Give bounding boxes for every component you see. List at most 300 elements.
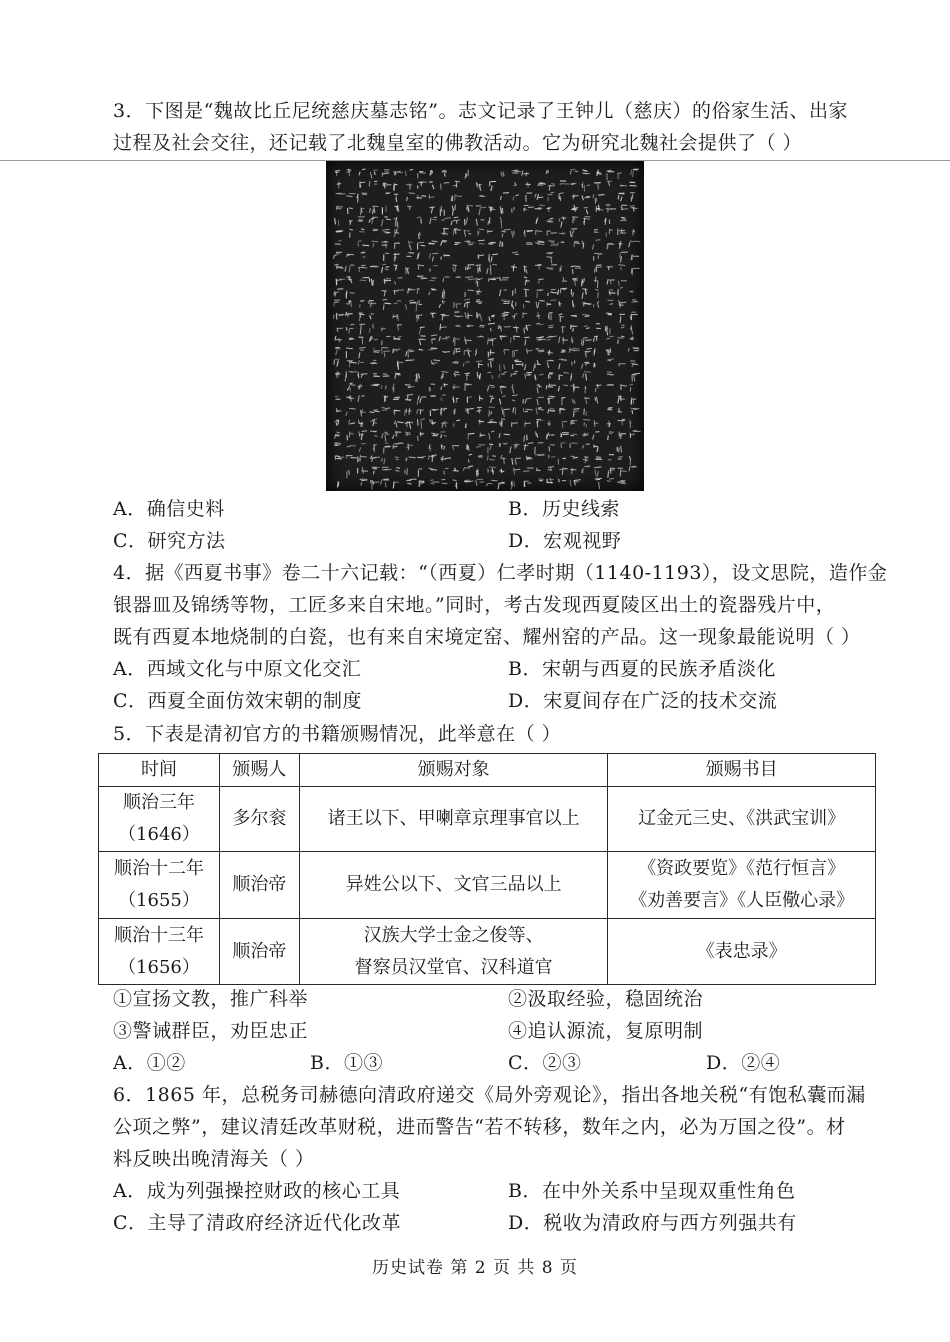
rubbing-glyph xyxy=(535,241,544,245)
rubbing-glyph xyxy=(572,337,573,344)
rubbing-glyph-grid xyxy=(326,161,644,491)
rubbing-glyph xyxy=(538,479,543,481)
rubbing-glyph xyxy=(441,371,448,379)
rubbing-glyph xyxy=(546,170,548,174)
rubbing-glyph xyxy=(631,300,638,302)
rubbing-glyph xyxy=(629,466,637,471)
rubbing-glyph xyxy=(522,171,529,177)
rubbing-glyph xyxy=(466,444,469,451)
rubbing-glyph xyxy=(405,422,413,429)
rubbing-glyph xyxy=(476,278,483,287)
rubbing-glyph xyxy=(490,182,496,192)
rubbing-glyph xyxy=(439,336,450,341)
rubbing-glyph xyxy=(358,467,368,473)
rubbing-glyph xyxy=(499,336,507,340)
rubbing-glyph xyxy=(479,395,483,400)
header-books: 颁赐书目 xyxy=(608,754,876,787)
rubbing-glyph xyxy=(606,326,610,336)
rubbing-glyph xyxy=(442,352,450,353)
rubbing-glyph xyxy=(452,446,459,450)
rubbing-glyph xyxy=(394,205,398,212)
rubbing-glyph xyxy=(584,398,590,404)
rubbing-glyph xyxy=(524,266,528,274)
rubbing-glyph xyxy=(582,288,587,299)
rubbing-glyph xyxy=(476,182,481,190)
rubbing-glyph xyxy=(546,300,556,307)
rubbing-glyph xyxy=(571,289,573,297)
rubbing-glyph xyxy=(465,312,473,319)
rubbing-glyph xyxy=(570,229,577,238)
q4-stem-line1: 4．据《西夏书事》卷二十六记载：“（西夏）仁孝时期（1140-1193），设文思院，造作金 xyxy=(113,562,888,584)
rubbing-glyph xyxy=(455,325,460,326)
rubbing-glyph xyxy=(536,419,543,427)
rubbing-glyph xyxy=(394,171,403,175)
rubbing-glyph xyxy=(594,348,595,355)
rubbing-glyph xyxy=(607,279,615,284)
rubbing-glyph xyxy=(488,323,495,331)
rubbing-glyph xyxy=(632,268,640,275)
rubbing-glyph xyxy=(523,468,533,471)
rubbing-glyph xyxy=(628,348,639,352)
rubbing-glyph xyxy=(538,279,543,283)
rubbing-glyph xyxy=(523,398,531,403)
rubbing-glyph xyxy=(619,363,625,366)
rubbing-glyph xyxy=(560,265,561,272)
rubbing-glyph xyxy=(525,182,530,187)
q5-option-b: B．①③ xyxy=(310,1052,383,1074)
rubbing-glyph xyxy=(431,396,436,397)
rubbing-glyph xyxy=(393,432,402,439)
rubbing-glyph xyxy=(346,169,351,176)
rubbing-glyph xyxy=(349,220,352,225)
rubbing-glyph xyxy=(454,372,460,377)
rubbing-glyph xyxy=(617,420,625,425)
rubbing-glyph xyxy=(453,181,460,187)
rubbing-glyph xyxy=(394,253,400,262)
rubbing-glyph xyxy=(487,372,493,379)
rubbing-glyph xyxy=(500,206,503,214)
rubbing-glyph xyxy=(523,443,533,450)
rubbing-glyph xyxy=(500,419,505,427)
rubbing-glyph xyxy=(454,408,455,414)
rubbing-glyph xyxy=(571,315,577,316)
rubbing-glyph xyxy=(559,479,566,482)
rubbing-glyph xyxy=(595,384,601,392)
rubbing-glyph xyxy=(382,299,391,310)
rubbing-glyph xyxy=(381,479,390,487)
q5-item-4: ④追认源流，复原明制 xyxy=(508,1020,704,1042)
cell-giver: 多尔衮 xyxy=(219,787,299,852)
rubbing-glyph xyxy=(524,325,531,334)
rubbing-glyph xyxy=(335,218,339,226)
rubbing-glyph xyxy=(360,301,365,308)
rubbing-glyph xyxy=(384,253,389,261)
rubbing-glyph xyxy=(370,206,379,214)
q5-option-c: C．②③ xyxy=(508,1052,582,1074)
rubbing-glyph xyxy=(467,397,471,403)
header-time: 时间 xyxy=(99,754,220,787)
rubbing-glyph xyxy=(618,336,625,344)
rubbing-glyph xyxy=(570,169,578,174)
rubbing-glyph xyxy=(547,467,553,471)
rubbing-glyph xyxy=(573,409,580,417)
rubbing-glyph xyxy=(370,431,378,437)
rubbing-glyph xyxy=(501,407,509,417)
rubbing-glyph xyxy=(499,396,506,404)
rubbing-glyph xyxy=(407,206,412,210)
rubbing-glyph xyxy=(346,348,353,358)
rubbing-glyph xyxy=(335,371,340,378)
rubbing-glyph xyxy=(464,373,470,381)
rubbing-glyph xyxy=(349,338,354,340)
rubbing-glyph xyxy=(359,313,365,322)
rubbing-glyph xyxy=(429,419,436,424)
rubbing-glyph xyxy=(501,300,510,304)
rubbing-glyph xyxy=(345,265,354,272)
rubbing-glyph xyxy=(384,443,391,453)
rubbing-glyph xyxy=(546,218,553,222)
q3-option-d: D．宏观视野 xyxy=(508,530,622,552)
rubbing-glyph xyxy=(454,302,461,308)
rubbing-glyph xyxy=(370,324,374,333)
rubbing-glyph xyxy=(429,182,434,189)
q6-option-c: C．主导了清政府经济近代化改革 xyxy=(113,1212,402,1234)
rubbing-glyph xyxy=(467,325,474,326)
rubbing-glyph xyxy=(476,468,478,476)
rubbing-glyph xyxy=(607,359,613,361)
rubbing-glyph xyxy=(572,360,575,365)
rubbing-glyph xyxy=(347,361,357,368)
rubbing-glyph xyxy=(370,314,374,320)
rubbing-glyph xyxy=(630,193,634,202)
rubbing-glyph xyxy=(476,219,484,226)
q4-option-a: A．西域文化与中原文化交汇 xyxy=(113,658,362,680)
rubbing-glyph xyxy=(501,455,506,464)
rubbing-glyph xyxy=(594,276,598,288)
rubbing-glyph xyxy=(406,184,412,190)
rubbing-glyph xyxy=(582,444,589,448)
rubbing-glyph xyxy=(523,408,532,412)
rubbing-glyph xyxy=(440,432,446,438)
rubbing-glyph xyxy=(523,301,530,308)
rubbing-glyph xyxy=(430,170,433,175)
rubbing-glyph xyxy=(441,479,447,483)
cell-giver: 顺治帝 xyxy=(219,852,299,919)
rubbing-glyph xyxy=(478,419,484,424)
rubbing-glyph xyxy=(499,289,507,296)
rubbing-glyph xyxy=(594,229,599,232)
rubbing-glyph xyxy=(346,194,355,197)
rubbing-glyph xyxy=(358,395,365,402)
rubbing-glyph xyxy=(510,336,520,343)
rubbing-glyph xyxy=(559,408,566,414)
rubbing-glyph xyxy=(476,479,484,486)
rubbing-glyph xyxy=(394,229,399,237)
rubbing-glyph xyxy=(333,313,344,320)
rubbing-glyph xyxy=(510,444,520,453)
rubbing-glyph xyxy=(535,454,545,455)
rubbing-glyph xyxy=(582,241,584,249)
rubbing-glyph xyxy=(488,407,494,416)
rubbing-glyph xyxy=(358,337,363,344)
rubbing-glyph xyxy=(440,324,447,330)
rubbing-glyph xyxy=(359,431,367,440)
rubbing-glyph xyxy=(537,467,541,471)
rubbing-glyph xyxy=(393,384,394,393)
rubbing-glyph xyxy=(359,169,365,175)
rubbing-glyph xyxy=(488,207,495,212)
rubbing-glyph xyxy=(441,241,447,246)
rubbing-glyph xyxy=(441,408,447,416)
rubbing-glyph xyxy=(489,396,494,403)
rubbing-glyph xyxy=(345,371,357,381)
rubbing-glyph xyxy=(359,229,364,232)
rubbing-glyph xyxy=(619,314,625,323)
rubbing-glyph xyxy=(372,241,378,247)
q6-stem-line1: 6．1865 年，总税务司赫德向清政府递交《局外旁观论》，指出各地关税“有饱私囊而漏 xyxy=(113,1084,866,1106)
rubbing-glyph xyxy=(609,289,616,295)
rubbing-glyph xyxy=(569,348,579,353)
rubbing-glyph xyxy=(629,336,633,340)
rubbing-glyph xyxy=(607,243,615,249)
rubbing-glyph xyxy=(561,433,569,438)
rubbing-glyph xyxy=(429,253,438,261)
rubbing-glyph xyxy=(347,383,355,391)
rubbing-glyph xyxy=(454,349,461,355)
rubbing-glyph xyxy=(336,193,346,194)
rubbing-glyph xyxy=(594,467,602,477)
rubbing-glyph xyxy=(618,396,625,404)
rubbing-glyph xyxy=(524,230,533,237)
cell-time: 顺治十二年 （1655） xyxy=(99,852,220,919)
rubbing-glyph xyxy=(370,266,379,267)
rubbing-glyph xyxy=(618,229,626,235)
q5-item-3: ③警诫群臣，劝臣忠正 xyxy=(113,1020,309,1042)
rubbing-glyph xyxy=(630,420,631,428)
rubbing-glyph xyxy=(512,231,514,238)
rubbing-glyph xyxy=(455,277,460,278)
rubbing-glyph xyxy=(333,252,342,259)
rubbing-glyph xyxy=(441,444,445,449)
rubbing-glyph xyxy=(498,482,505,489)
rubbing-glyph xyxy=(358,265,367,272)
rubbing-glyph xyxy=(582,466,590,474)
rubbing-glyph xyxy=(373,374,380,377)
rubbing-glyph xyxy=(536,431,538,437)
rubbing-glyph xyxy=(386,193,391,194)
rubbing-glyph xyxy=(594,363,595,368)
rubbing-glyph xyxy=(533,360,540,371)
rubbing-glyph xyxy=(419,327,424,334)
rubbing-glyph xyxy=(417,252,419,259)
rubbing-glyph xyxy=(346,408,355,416)
rubbing-glyph xyxy=(631,397,636,404)
rubbing-glyph xyxy=(416,300,422,311)
rubbing-glyph xyxy=(488,278,499,281)
rubbing-glyph xyxy=(489,431,494,439)
rubbing-glyph xyxy=(513,468,520,475)
rubbing-glyph xyxy=(360,208,364,216)
rubbing-glyph xyxy=(406,267,410,274)
rubbing-glyph xyxy=(382,206,386,215)
rubbing-glyph xyxy=(571,373,572,380)
rubbing-glyph xyxy=(453,396,459,403)
rubbing-glyph xyxy=(593,194,605,204)
rubbing-glyph xyxy=(334,420,339,426)
rubbing-glyph xyxy=(511,301,515,309)
rubbing-glyph xyxy=(336,205,343,210)
rubbing-glyph xyxy=(430,266,438,272)
rubbing-glyph xyxy=(535,443,544,454)
rubbing-glyph xyxy=(621,325,625,328)
rubbing-glyph xyxy=(346,455,356,458)
rubbing-glyph xyxy=(617,446,622,453)
rubbing-glyph xyxy=(406,253,414,257)
q6-stem-line2: 公项之弊”，建议清廷改革财税，进而警告“若不转移，数年之内，必为万国之役”。材 xyxy=(113,1116,846,1138)
rubbing-glyph xyxy=(595,478,602,488)
rubbing-glyph xyxy=(537,183,546,186)
rubbing-glyph xyxy=(334,432,339,439)
rubbing-glyph xyxy=(335,336,342,343)
rubbing-glyph xyxy=(359,443,365,451)
rubbing-glyph xyxy=(441,170,447,176)
rubbing-glyph xyxy=(630,361,638,367)
rubbing-glyph xyxy=(360,479,368,486)
rubbing-glyph xyxy=(526,348,533,354)
rubbing-glyph xyxy=(369,181,377,187)
rubbing-glyph xyxy=(572,195,579,200)
q3-option-c: C．研究方法 xyxy=(113,530,226,552)
rubbing-glyph xyxy=(335,240,342,244)
rubbing-glyph xyxy=(395,373,401,378)
rubbing-glyph xyxy=(442,289,444,299)
rubbing-glyph xyxy=(608,455,614,461)
rubbing-glyph xyxy=(468,433,475,439)
rubbing-glyph xyxy=(523,363,526,370)
rubbing-glyph xyxy=(500,277,509,281)
table-header-row xyxy=(99,754,876,787)
rubbing-glyph xyxy=(630,312,637,320)
rubbing-glyph xyxy=(440,456,451,462)
rubbing-glyph xyxy=(369,217,378,223)
rubbing-glyph xyxy=(429,278,436,281)
rubbing-glyph xyxy=(465,290,474,297)
rubbing-glyph xyxy=(371,384,379,385)
rubbing-glyph xyxy=(537,397,544,405)
rubbing-glyph xyxy=(418,265,425,270)
rubbing-glyph xyxy=(417,276,427,279)
rubbing-glyph xyxy=(464,241,475,245)
rubbing-glyph xyxy=(559,468,568,475)
q5-item-2: ②汲取经验，稳固统治 xyxy=(508,988,704,1010)
rubbing-glyph xyxy=(526,243,533,245)
q4-option-d: D．宋夏间存在广泛的技术交流 xyxy=(508,690,778,712)
q5-item-1: ①宣扬文教，推广科举 xyxy=(113,988,309,1010)
rubbing-glyph xyxy=(585,348,592,357)
rubbing-glyph xyxy=(548,183,555,190)
rubbing-glyph xyxy=(605,218,610,225)
rubbing-glyph xyxy=(546,265,557,270)
rubbing-glyph xyxy=(570,434,577,436)
rubbing-glyph xyxy=(382,241,389,248)
rubbing-glyph xyxy=(373,348,380,353)
rubbing-glyph xyxy=(465,170,468,179)
rubbing-glyph xyxy=(394,410,401,414)
rubbing-glyph xyxy=(452,265,457,273)
rubbing-glyph xyxy=(561,397,565,405)
rubbing-glyph xyxy=(451,194,462,202)
rubbing-glyph xyxy=(631,169,639,177)
cell-target: 汉族大学士金之俊等、 督察员汉堂官、汉科道官 xyxy=(299,919,608,985)
rubbing-glyph xyxy=(395,468,400,472)
rubbing-glyph xyxy=(429,384,435,392)
q4-stem-line2: 银器皿及锦绣等物，工匠多来自宋地。”同时，考古发现西夏陵区出土的瓷器残片中， xyxy=(113,594,836,616)
rubbing-glyph xyxy=(630,431,640,438)
rubbing-glyph xyxy=(489,254,498,263)
rubbing-glyph xyxy=(451,217,460,225)
rubbing-glyph xyxy=(371,480,379,490)
rubbing-glyph xyxy=(548,241,557,246)
rubbing-glyph xyxy=(357,193,367,202)
rubbing-glyph xyxy=(406,193,414,201)
rubbing-glyph xyxy=(512,422,518,427)
rubbing-glyph xyxy=(607,372,614,375)
cell-giver: 顺治帝 xyxy=(219,919,299,985)
rubbing-glyph xyxy=(418,232,420,239)
rubbing-glyph xyxy=(478,254,484,258)
rubbing-glyph xyxy=(618,193,624,201)
rubbing-glyph xyxy=(584,326,590,329)
rubbing-glyph xyxy=(536,312,540,319)
q3-stem-line1: 3．下图是“魏故比丘尼统慈庆墓志铭”。志文记录了王钟儿（慈庆）的俗家生活、出家 xyxy=(113,100,849,122)
rubbing-glyph xyxy=(593,336,597,342)
rubbing-glyph xyxy=(630,325,632,334)
rubbing-glyph xyxy=(452,205,455,216)
cell-books: 《表忠录》 xyxy=(608,919,876,985)
q6-option-d: D．税收为清政府与西方列强共有 xyxy=(508,1212,797,1234)
rubbing-glyph xyxy=(596,324,601,329)
rubbing-glyph xyxy=(360,409,365,417)
rubbing-glyph xyxy=(559,233,566,234)
rubbing-glyph xyxy=(360,181,365,187)
rubbing-glyph xyxy=(476,361,483,368)
rubbing-glyph xyxy=(428,468,437,470)
rubbing-glyph xyxy=(347,446,356,447)
rubbing-glyph xyxy=(441,183,450,190)
rubbing-glyph xyxy=(489,315,495,321)
rubbing-glyph xyxy=(479,325,485,327)
rubbing-glyph xyxy=(500,217,501,228)
rubbing-glyph xyxy=(381,348,389,358)
rubbing-glyph xyxy=(581,338,591,346)
rubbing-glyph xyxy=(417,288,420,294)
rubbing-glyph xyxy=(525,421,531,427)
rubbing-glyph xyxy=(417,195,427,199)
rubbing-glyph xyxy=(547,360,554,368)
rubbing-glyph xyxy=(593,301,598,308)
rubbing-glyph xyxy=(488,419,497,422)
rubbing-glyph xyxy=(557,242,564,246)
rubbing-glyph xyxy=(464,348,471,356)
rubbing-glyph xyxy=(382,170,389,177)
rubbing-glyph xyxy=(418,419,425,429)
rubbing-glyph xyxy=(500,193,509,200)
rubbing-glyph xyxy=(439,300,445,308)
rubbing-glyph xyxy=(629,206,637,212)
rubbing-glyph xyxy=(358,241,369,247)
rubbing-glyph xyxy=(526,193,532,202)
rubbing-glyph xyxy=(583,457,589,463)
